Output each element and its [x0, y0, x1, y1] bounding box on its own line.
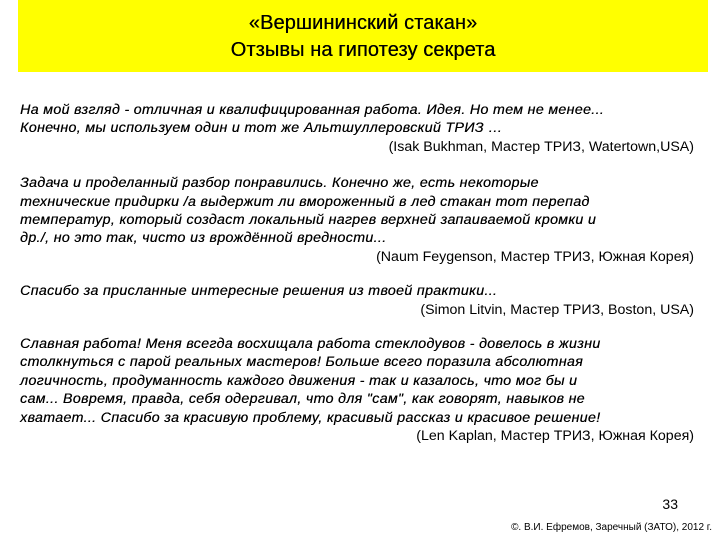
review-item: [20, 282, 700, 319]
review-text-line: столкнуться с парой реальных мастеров! Больше всего поразила абсолютная: [20, 354, 584, 371]
review-text-line: Славная работа! Меня всегда восхищала работа стеклодувов - довелось в жизни: [20, 336, 601, 353]
review-text-line: Спасибо за присланные интересные решения из твоей практики...: [20, 283, 498, 300]
review-text-line: На мой взгляд - отличная и квалифицированная работа. Идея. Но тем не менее...: [20, 102, 605, 118]
slide-title-box: [18, 0, 708, 72]
review-text: [20, 282, 700, 300]
review-text-line: Задача и проделанный разбор понравились. Конечно же, есть некоторые: [20, 175, 539, 192]
review-author: (Isak Bukhman, Мастер ТРИЗ, Watertown,USA): [388, 138, 694, 155]
review-author: (Naum Feygenson, Мастер ТРИЗ, Южная Корея): [376, 248, 694, 265]
review-text: [20, 335, 700, 427]
slide-title: «Вершининский стакан»: [248, 12, 478, 34]
review-author: (Len Kaplan, Мастер ТРИЗ, Южная Корея): [416, 428, 694, 445]
review-text: [20, 174, 700, 248]
footer-credit: ©. В.И. Ефремов, Заречный (ЗАТО), 2012 г.: [511, 522, 712, 533]
review-text: [20, 101, 700, 138]
review-item: [20, 101, 700, 156]
page-number: 33: [662, 496, 678, 512]
reviews-list: [20, 101, 700, 460]
slide-subtitle: Отзывы на гипотезу секрета: [230, 39, 496, 61]
review-text-line: хватает... Спасибо за красивую проблему, красивый рассказ и красивое решение!: [20, 409, 601, 426]
review-text-line: сам... Вовремя, правда, себя одергивал, что для "сам", как говорят, навыков не: [20, 391, 585, 408]
review-text-line: Конечно, мы используем один и тот же Альтшуллеровский ТРИЗ …: [20, 120, 503, 137]
review-author: (Simon Litvin, Мастер ТРИЗ, Boston, USA): [420, 301, 694, 318]
review-text-line: температур, который создаст локальный нагрев верхней запаиваемой кромки и: [20, 212, 597, 229]
review-text-line: технические придирки /а выдержит ли вмороженный в лед стакан тот перепад: [20, 193, 590, 210]
review-text-line: др./, но это так, чисто из врождённой вредности...: [20, 230, 387, 247]
review-text-line: логичность, продуманность каждого движения - так и казалось, что мог бы и: [20, 372, 578, 389]
review-item: [20, 174, 700, 266]
review-item: [20, 335, 700, 445]
